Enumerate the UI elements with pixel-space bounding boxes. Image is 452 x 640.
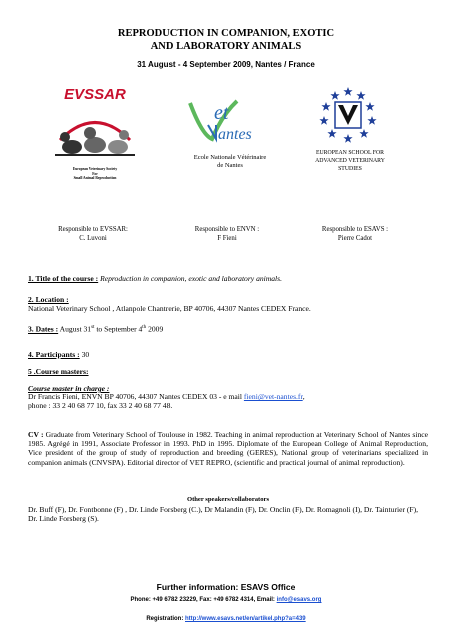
participants-value: 30 [79,350,90,359]
footer-email-link[interactable]: info@esavs.org [276,597,322,603]
course-title-value: Reproduction in companion, exotic and laboratory animals. [98,274,283,283]
section-dates: 3. Dates : August 31st to September 4th 2009 [28,324,164,334]
evssar-logo-text: EVSSAR [64,86,126,103]
other-speakers-list: Dr. Buff (F), Dr. Fontbonne (F) , Dr. Linde Forsberg (C.), Dr Malandin (F), Dr. Onclin (F), Dr. Romagnoli (I), Dr. Tainturier (F), Dr. Linde Forsberg (S). [28,505,419,524]
responsible-esavs: Responsible to ESAVS : Pierre Cadot [321,226,389,242]
responsible-evssar: Responsible to EVSSAR: C. Luvoni [58,226,128,242]
footer-contact: Phone: +49 6782 23229, Fax: +49 6782 4314, Email: info@esavs.org [130,597,322,603]
esavs-logo [318,85,378,143]
document-subtitle: 31 August - 4 September 2009, Nantes / France [137,60,315,69]
section-location [28,295,428,313]
document-title-line1: REPRODUCTION IN COMPANION, EXOTIC [117,28,335,39]
footer-title: Further information: ESAVS Office [156,582,296,592]
dates-heading: 3. Dates : [28,324,59,334]
master-email-link[interactable]: fieni@vet-nantes.fr [243,392,303,401]
location-heading: 2. Location : [28,295,69,304]
cv-heading: CV : [28,430,44,439]
responsible-envn: Responsible to ENVN : F Fieni [194,226,260,242]
evssar-caption: European Veterinary Society For Small Animal Reproduction [72,167,118,181]
course-title-heading: 1. Title of the course : [28,274,99,283]
course-masters-heading: 5 .Course masters: [28,367,89,376]
cv-paragraph [28,430,428,467]
esavs-caption: EUROPEAN SCHOOL FOR ADVANCED VETERINARY STUDIES [315,150,385,172]
registration-link[interactable]: http://www.esavs.net/en/artikel.php?a=439 [185,616,306,622]
envn-caption: Ecole Nationale Vétérinaire de Nantes [193,154,267,169]
envn-logo [182,95,277,145]
master-contact: Dr Francis Fieni, ENVN BP 40706, 44307 Nantes CEDEX 03 - e mail fieni@vet-nantes.fr, phone : 33 2 40 68 77 10, fax 33 2 40 68 77 48. [28,392,305,411]
svg-text:et: et [214,102,229,124]
svg-text:antes: antes [218,126,252,143]
document-title-line2: AND LABORATORY ANIMALS [150,41,302,52]
section-participants [28,350,428,359]
section-course-title [28,274,428,283]
master-in-charge-heading: Course master in charge : [28,384,110,393]
footer-registration: Registration: http://www.esavs.net/en/artikel.php?a=439 [146,616,306,622]
cv-text: Graduate from Veterinary School of Toulouse in 1982. Teaching in animal reproduction at Veterinary School of Nantes since 1985. Agrégé in 1991, Associate Professor in 1993. PhD in 1995. Diplomate of the European College of Animal Reproduction, Vice president of the group of study of reproduction and breeding (GERES), National group of veterinarians specialized in companion animals (CNVSPA). Editorial director of VET REPRO, (scientific and practical journal of animal reproduction). [28,430,428,467]
participants-heading: 4. Participants : [28,350,80,359]
location-value: National Veterinary School , Atlanpole Chantrerie, BP 40706, 44307 Nantes CEDEX France. [28,304,311,314]
other-speakers-heading: Other speakers/collaborators [186,496,270,503]
